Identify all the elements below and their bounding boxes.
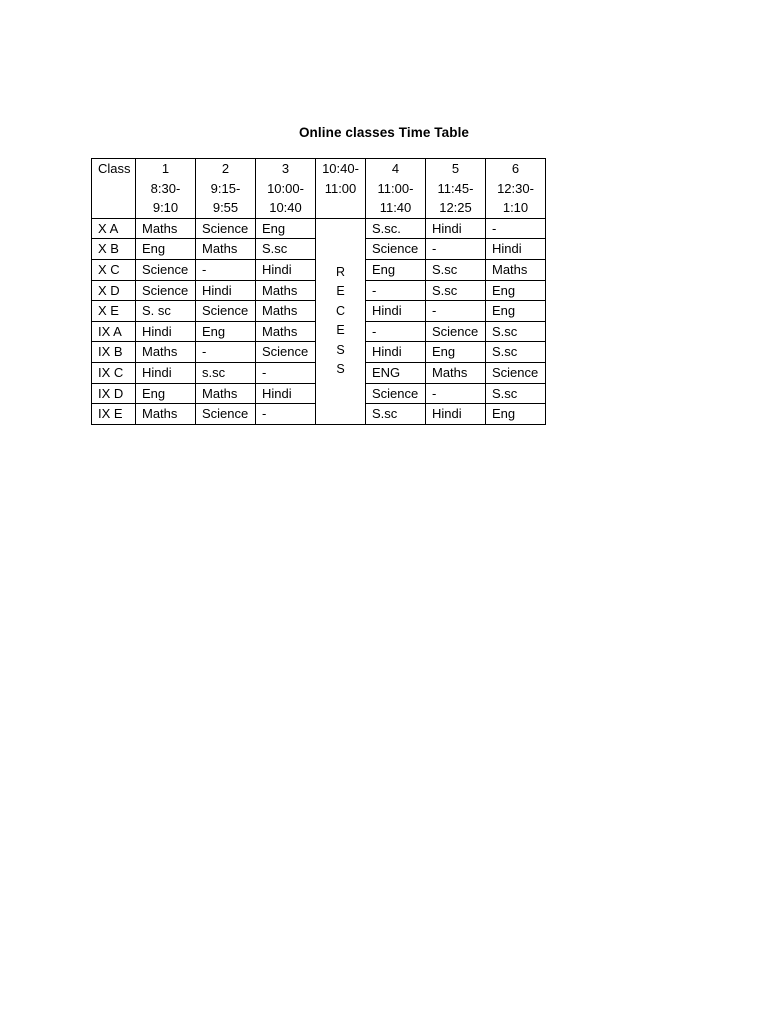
recess-letter: E xyxy=(336,284,345,299)
period-time-start: 10:00- xyxy=(267,180,304,196)
subject-cell: Science xyxy=(426,321,486,342)
subject-cell: - xyxy=(366,280,426,301)
subject-cell: S. sc xyxy=(136,301,196,322)
subject-cell: - xyxy=(426,383,486,404)
subject-cell: S.sc xyxy=(426,280,486,301)
class-cell: X B xyxy=(92,239,136,260)
subject-cell: Maths xyxy=(256,280,316,301)
class-cell: IX A xyxy=(92,321,136,342)
class-cell: IX B xyxy=(92,342,136,363)
subject-cell: Eng xyxy=(136,239,196,260)
subject-cell: Hindi xyxy=(256,259,316,280)
subject-cell: Eng xyxy=(256,218,316,239)
period-time-start: 9:15- xyxy=(210,180,241,196)
class-cell: X D xyxy=(92,280,136,301)
recess-letter: E xyxy=(336,323,345,338)
class-cell: X C xyxy=(92,259,136,280)
subject-cell: S.sc xyxy=(426,259,486,280)
header-row xyxy=(92,159,546,219)
subject-cell: Maths xyxy=(196,383,256,404)
subject-cell: Science xyxy=(196,301,256,322)
subject-cell: s.sc xyxy=(196,362,256,383)
class-cell: IX C xyxy=(92,362,136,383)
period-time-end: 12:25 xyxy=(439,200,472,216)
timetable xyxy=(91,158,546,425)
subject-cell: Maths xyxy=(196,239,256,260)
subject-cell: Hindi xyxy=(136,362,196,383)
subject-cell: Science xyxy=(486,362,546,383)
period-header-3 xyxy=(256,159,316,219)
subject-cell: S.sc xyxy=(486,383,546,404)
subject-cell: - xyxy=(486,218,546,239)
period-header-6 xyxy=(486,159,546,219)
class-cell: X E xyxy=(92,301,136,322)
period-number: 5 xyxy=(451,161,460,176)
recess-letter: R xyxy=(335,264,346,279)
subject-cell: S.sc. xyxy=(366,218,426,239)
period-time-start: 11:00- xyxy=(377,180,414,196)
recess-letter: S xyxy=(336,362,345,377)
subject-cell: Eng xyxy=(366,259,426,280)
period-number: 2 xyxy=(221,161,230,176)
subject-cell: - xyxy=(256,362,316,383)
period-time-end: 9:55 xyxy=(212,200,239,216)
subject-cell: Eng xyxy=(486,280,546,301)
period-time-end: 9:10 xyxy=(152,200,179,216)
subject-cell: - xyxy=(366,321,426,342)
period-header-2 xyxy=(196,159,256,219)
class-cell: IX E xyxy=(92,404,136,425)
period-time-end: 10:40 xyxy=(269,200,302,216)
subject-cell: - xyxy=(196,342,256,363)
subject-cell: Hindi xyxy=(426,404,486,425)
recess-time-header xyxy=(316,159,366,219)
period-time-start: 11:45- xyxy=(437,180,474,196)
subject-cell: Hindi xyxy=(196,280,256,301)
subject-cell: - xyxy=(426,239,486,260)
class-cell: IX D xyxy=(92,383,136,404)
subject-cell: S.sc xyxy=(366,404,426,425)
subject-cell: Eng xyxy=(486,301,546,322)
subject-cell: S.sc xyxy=(256,239,316,260)
period-time-end: 11:00 xyxy=(324,180,357,196)
subject-cell: Hindi xyxy=(136,321,196,342)
subject-cell: Maths xyxy=(256,301,316,322)
period-number: 1 xyxy=(161,161,170,176)
subject-cell: Science xyxy=(136,259,196,280)
subject-cell: Maths xyxy=(486,259,546,280)
recess-letter: C xyxy=(335,303,346,318)
subject-cell: Hindi xyxy=(366,342,426,363)
period-time-end: 11:40 xyxy=(379,200,412,216)
subject-cell: Science xyxy=(196,218,256,239)
subject-cell: Hindi xyxy=(426,218,486,239)
period-time-start: 10:40- xyxy=(322,161,359,176)
subject-cell: S.sc xyxy=(486,321,546,342)
subject-cell: Eng xyxy=(196,321,256,342)
period-header-4 xyxy=(366,159,426,219)
period-time-start: 12:30- xyxy=(497,180,534,196)
subject-cell: - xyxy=(426,301,486,322)
subject-cell: Maths xyxy=(136,218,196,239)
subject-cell: Hindi xyxy=(256,383,316,404)
subject-cell: - xyxy=(196,259,256,280)
subject-cell: Science xyxy=(196,404,256,425)
recess-cell xyxy=(316,218,366,424)
period-number: 6 xyxy=(511,161,520,176)
period-time-end: 1:10 xyxy=(502,200,529,216)
period-time-start: 8:30- xyxy=(150,180,181,196)
subject-cell: Maths xyxy=(426,362,486,383)
subject-cell: Science xyxy=(136,280,196,301)
subject-cell: Maths xyxy=(136,342,196,363)
table-row xyxy=(92,218,546,239)
subject-cell: Maths xyxy=(136,404,196,425)
page-title: Online classes Time Table xyxy=(298,125,470,140)
subject-cell: Eng xyxy=(426,342,486,363)
period-number: 4 xyxy=(391,161,400,176)
period-number: 3 xyxy=(281,161,290,176)
subject-cell: - xyxy=(256,404,316,425)
period-header-1 xyxy=(136,159,196,219)
subject-cell: Science xyxy=(256,342,316,363)
subject-cell: Eng xyxy=(486,404,546,425)
subject-cell: ENG xyxy=(366,362,426,383)
subject-cell: S.sc xyxy=(486,342,546,363)
class-header: Class xyxy=(92,159,136,219)
subject-cell: Science xyxy=(366,239,426,260)
subject-cell: Hindi xyxy=(486,239,546,260)
class-cell: X A xyxy=(92,218,136,239)
subject-cell: Science xyxy=(366,383,426,404)
recess-letter: S xyxy=(336,342,345,357)
period-header-5 xyxy=(426,159,486,219)
subject-cell: Maths xyxy=(256,321,316,342)
subject-cell: Hindi xyxy=(366,301,426,322)
subject-cell: Eng xyxy=(136,383,196,404)
